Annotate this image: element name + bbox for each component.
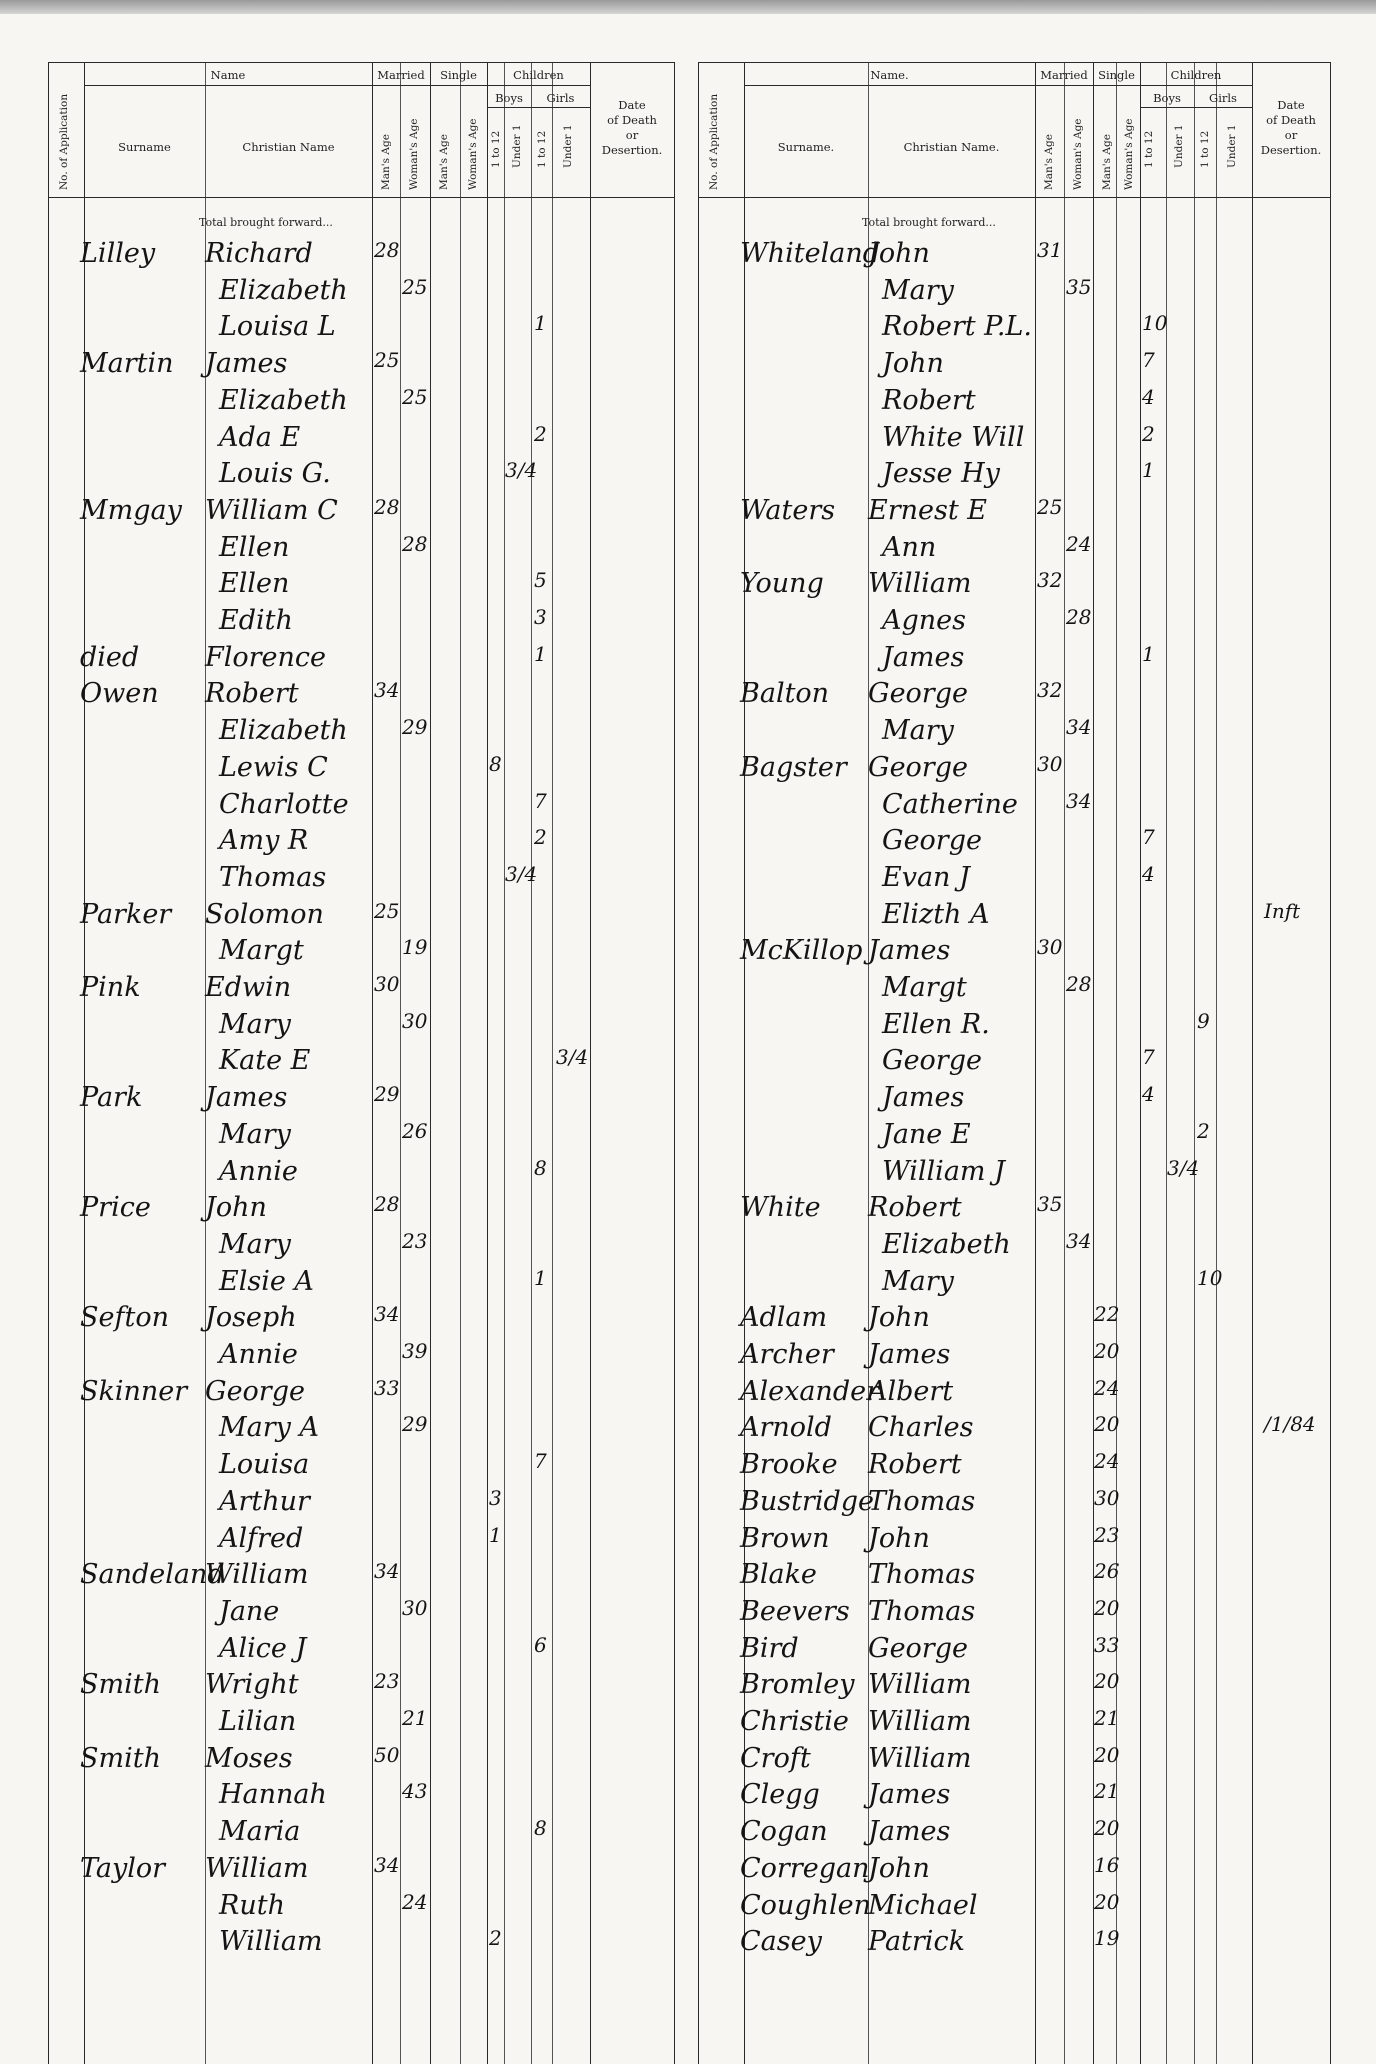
right-column-rule [698, 62, 699, 2064]
right-girls-heading: Girls [1209, 91, 1237, 105]
left-girls-1to12-cell: 7 [534, 788, 547, 813]
right-surname-cell: Croft [740, 1742, 811, 1774]
left-christian-name-cell: Wright [205, 1669, 299, 1701]
right-surname-cell: Adlam [740, 1302, 828, 1334]
right-christian-name-cell: George [868, 751, 968, 783]
right-christian-name-cell: William [868, 1669, 972, 1701]
left-name-heading: Name [210, 68, 246, 82]
right-surname-cell: Coughlen [740, 1889, 871, 1921]
left-married-mans-age-cell: 34 [374, 678, 400, 703]
left-surname-cell: Smith [80, 1742, 161, 1774]
right-surname-cell: Cogan [740, 1816, 828, 1848]
left-column-rule [504, 62, 505, 2064]
left-column-rule [48, 62, 49, 2064]
right-christian-name-cell: William J [882, 1155, 1005, 1187]
left-married-mans-age-cell: 23 [374, 1669, 400, 1694]
left-surname-heading: Surname [118, 140, 171, 154]
left-children-heading: Children [513, 68, 564, 82]
left-christian-name-cell: Moses [205, 1742, 293, 1774]
right-christian-name-cell: Elizth A [882, 898, 990, 930]
left-married-mans-age-cell: 50 [374, 1742, 400, 1767]
left-married-womans-age-cell: 25 [402, 384, 428, 409]
right-boys-1to12-cell: 1 [1142, 458, 1155, 483]
left-married-womans-age-cell: 23 [402, 1228, 428, 1253]
left-married-mans-age-cell: 25 [374, 898, 400, 923]
right-surname-cell: Clegg [740, 1779, 820, 1811]
left-christian-name-cell: Maria [219, 1816, 301, 1848]
right-surname-cell: Casey [740, 1926, 822, 1958]
left-christian-name-cell: John [205, 1192, 267, 1224]
left-girls-1to12-cell: 1 [534, 311, 547, 336]
right-column-rule [1140, 62, 1141, 2064]
left-married-mans-age-cell: 25 [374, 348, 400, 373]
right-header-top-rule [698, 62, 1330, 63]
right-single-mans-age-cell: 23 [1094, 1522, 1120, 1547]
right-christian-name-cell: John [882, 348, 944, 380]
left-girls-under1-cell: 3/4 [556, 1045, 589, 1070]
right-date-of-death-heading: Date of Death or Desertion. [1260, 98, 1322, 157]
right-christian-name-cell: Mary [882, 274, 954, 306]
left-christian-name-cell: Elizabeth [219, 384, 348, 416]
right-boys-under1-heading: Under 1 [1173, 124, 1185, 168]
left-married-heading: Married [377, 68, 425, 82]
left-married-womans-age-cell: 28 [402, 531, 428, 556]
right-christian-name-cell: William [868, 568, 972, 600]
left-christian-name-cell: Mary [219, 1118, 291, 1150]
left-girls-1to12-cell: 1 [534, 641, 547, 666]
left-column-rule [460, 62, 461, 2064]
right-boys-1to12-heading: 1 to 12 [1143, 130, 1155, 168]
left-column-rule [531, 62, 532, 2064]
left-mans-age-heading: Man's Age [380, 134, 392, 190]
right-christian-name-cell: James [882, 1082, 965, 1114]
left-header-bottom-rule [48, 197, 674, 198]
left-girls-1to12-cell: 7 [534, 1449, 547, 1474]
right-christian-name-cell: William [868, 1706, 972, 1737]
left-christian-name-cell: Elsie A [219, 1265, 314, 1297]
left-girls-1to12-cell: 5 [534, 568, 547, 593]
right-surname-cell: Christie [740, 1706, 849, 1737]
right-column-rule [1166, 62, 1167, 2064]
right-surname-cell: Bagster [740, 751, 847, 783]
right-mans-age-heading: Man's Age [1043, 134, 1055, 190]
left-girls-heading: Girls [546, 91, 575, 105]
right-single-mans-age-cell: 20 [1094, 1742, 1120, 1767]
right-boys-1to12-cell: 4 [1142, 384, 1155, 409]
right-married-womans-age-cell: 35 [1066, 274, 1092, 299]
left-surname-cell: Martin [80, 348, 174, 380]
right-column-rule [1194, 62, 1195, 2064]
right-girls-under1-heading: Under 1 [1226, 124, 1238, 168]
right-christian-name-cell: Ann [882, 531, 937, 563]
left-christian-name-cell: Lilian [219, 1706, 297, 1737]
left-christian-name-cell: Robert [205, 678, 299, 710]
right-date-of-death-cell: Inft [1264, 898, 1301, 923]
right-married-womans-age-cell: 34 [1066, 1228, 1092, 1253]
right-surname-cell: Bustridge [740, 1485, 875, 1517]
right-christian-name-cell: James [868, 1816, 951, 1848]
left-girls-1to12-cell: 3 [534, 605, 547, 629]
left-christian-name-cell: Richard [205, 238, 313, 269]
left-christian-name-cell: Alfred [219, 1522, 304, 1554]
left-married-mans-age-cell: 34 [374, 1559, 400, 1584]
left-christian-name-cell: Florence [205, 641, 326, 673]
left-christian-name-cell: Arthur [219, 1485, 310, 1517]
right-christian-name-cell: George [868, 678, 968, 710]
right-christian-name-cell: Mary [882, 1265, 954, 1297]
left-single-mans-age-heading: Man's Age [438, 134, 450, 190]
left-girls-under1-heading: Under 1 [562, 124, 574, 168]
right-surname-cell: Corregan [740, 1852, 870, 1884]
right-name-married-rule [744, 85, 1093, 86]
right-boys-1to12-cell: 1 [1142, 641, 1155, 666]
left-boys-1to12-cell: 2 [489, 1926, 502, 1951]
right-column-rule [1252, 62, 1253, 2064]
left-surname-cell: Price [80, 1192, 151, 1224]
right-christian-name-cell: Robert [868, 1449, 962, 1481]
left-column-rule [552, 62, 553, 2064]
left-girls-1to12-cell: 6 [534, 1632, 547, 1657]
right-christian-name-cell: John [868, 1302, 930, 1334]
right-christian-name-cell: Mary [882, 715, 954, 747]
right-surname-cell: White [740, 1192, 821, 1224]
left-surname-cell: died [80, 641, 140, 673]
left-married-mans-age-cell: 28 [374, 238, 400, 262]
left-boys-1to12-cell: 1 [489, 1522, 502, 1547]
right-single-mans-age-cell: 20 [1094, 1412, 1120, 1437]
left-boys-under1-cell: 3/4 [505, 458, 538, 483]
right-surname-cell: Young [740, 568, 824, 600]
right-christian-name-cell: George [882, 1045, 982, 1077]
left-married-womans-age-cell: 25 [402, 274, 428, 299]
right-christian-name-cell: Charles [868, 1412, 974, 1444]
scan-top-edge [0, 0, 1376, 14]
left-girls-1to12-cell: 2 [534, 421, 547, 446]
left-name-married-rule [84, 85, 430, 86]
right-christian-name-cell: Robert P.L. [882, 311, 1032, 343]
left-married-mans-age-cell: 34 [374, 1852, 400, 1877]
left-surname-cell: Smith [80, 1669, 161, 1701]
left-christian-name-cell: Alice J [219, 1632, 307, 1664]
right-christian-name-cell: James [868, 1779, 951, 1811]
right-married-womans-age-cell: 34 [1066, 715, 1092, 740]
right-single-mans-age-cell: 20 [1094, 1339, 1120, 1363]
left-christian-name-cell: Charlotte [219, 788, 349, 820]
right-surname-cell: Beevers [740, 1595, 850, 1627]
left-womans-age-heading: Woman's Age [408, 118, 420, 190]
right-married-womans-age-cell: 24 [1066, 531, 1092, 556]
left-girls-1to12-cell: 1 [534, 1265, 547, 1290]
right-christian-name-cell: George [868, 1632, 968, 1664]
right-surname-cell: Bromley [740, 1669, 855, 1701]
right-column-rule [1064, 62, 1065, 2064]
left-christian-name-cell: William [219, 1926, 323, 1958]
right-christian-name-cell: Agnes [882, 605, 967, 636]
left-boys-1to12-cell: 3 [489, 1485, 502, 1510]
left-christian-name-cell: Mary [219, 1228, 291, 1260]
right-single-mans-age-cell: 20 [1094, 1889, 1120, 1914]
right-surname-cell: Waters [740, 494, 836, 526]
left-christian-name-cell: Annie [219, 1155, 298, 1187]
left-christian-name-cell: Amy R [219, 825, 309, 857]
left-single-womans-age-heading: Woman's Age [467, 118, 479, 190]
left-column-rule [487, 62, 488, 2064]
left-christian-name-cell: Elizabeth [219, 715, 348, 747]
left-christian-name-cell: George [205, 1375, 305, 1407]
right-single-mans-age-cell: 21 [1094, 1706, 1120, 1730]
left-column-rule [372, 62, 373, 2064]
left-date-of-death-heading: Date of Death or Desertion. [601, 98, 663, 157]
left-no-of-application-heading: No. of Application [58, 93, 70, 190]
right-married-mans-age-cell: 30 [1037, 935, 1063, 960]
left-married-mans-age-cell: 33 [374, 1375, 400, 1400]
left-married-mans-age-cell: 28 [374, 1192, 400, 1217]
right-christian-name-cell: George [882, 825, 982, 857]
right-column-rule [1035, 62, 1036, 2064]
right-children-heading: Children [1170, 68, 1222, 82]
right-married-mans-age-cell: 32 [1037, 568, 1063, 593]
left-christian-name-cell: James [205, 1082, 288, 1114]
right-married-mans-age-cell: 31 [1037, 238, 1063, 262]
left-surname-cell: Taylor [80, 1852, 166, 1884]
right-surname-cell: Bird [740, 1632, 799, 1664]
left-christian-name-cell: Hannah [219, 1779, 327, 1811]
left-christian-name-cell: Annie [219, 1339, 298, 1370]
left-married-womans-age-cell: 21 [402, 1706, 428, 1730]
left-christian-name-cell: Ellen [219, 531, 290, 563]
right-christian-name-cell: James [868, 935, 951, 967]
right-christian-name-cell: Elizabeth [882, 1228, 1011, 1260]
left-christian-name-cell: Edwin [205, 972, 292, 1003]
right-single-mans-age-cell: 24 [1094, 1375, 1120, 1400]
left-married-womans-age-cell: 29 [402, 1412, 428, 1437]
right-married-mans-age-cell: 25 [1037, 494, 1063, 519]
right-christian-name-cell: Robert [868, 1192, 962, 1224]
left-single-children-rule [430, 85, 590, 86]
right-single-children-rule [1093, 85, 1252, 86]
right-christian-name-cell: White Will [882, 421, 1025, 453]
left-column-rule [430, 62, 431, 2064]
left-christian-name-cell: Elizabeth [219, 274, 348, 306]
left-surname-cell: Sefton [80, 1302, 169, 1334]
left-married-womans-age-cell: 24 [402, 1889, 428, 1914]
right-surname-cell: Archer [740, 1339, 834, 1370]
left-christian-name-cell: Louisa [219, 1449, 310, 1481]
left-married-womans-age-cell: 30 [402, 1008, 428, 1033]
right-married-womans-age-cell: 28 [1066, 972, 1092, 996]
left-column-rule [674, 62, 675, 2064]
left-christian-name-cell: Joseph [205, 1302, 297, 1334]
right-single-mans-age-cell: 16 [1094, 1852, 1120, 1877]
right-boys-under1-cell: 3/4 [1167, 1155, 1200, 1180]
left-married-womans-age-cell: 29 [402, 715, 428, 740]
left-christian-name-heading: Christian Name [242, 140, 335, 154]
right-surname-cell: Brooke [740, 1449, 838, 1481]
right-surname-heading: Surname. [777, 140, 835, 154]
right-christian-name-cell: Albert [868, 1375, 954, 1407]
right-christian-name-cell: Jane E [882, 1118, 971, 1150]
right-boys-1to12-cell: 10 [1142, 311, 1168, 336]
left-christian-name-cell: Ada E [219, 421, 301, 453]
left-married-mans-age-cell: 34 [374, 1302, 400, 1327]
right-single-womans-age-heading: Woman's Age [1123, 118, 1135, 190]
right-surname-cell: Balton [740, 678, 830, 710]
right-christian-name-cell: Thomas [868, 1559, 976, 1591]
right-single-mans-age-cell: 19 [1094, 1926, 1120, 1951]
right-surname-cell: Alexander [740, 1375, 879, 1407]
left-married-womans-age-cell: 19 [402, 935, 428, 960]
right-christian-name-cell: Thomas [868, 1485, 976, 1517]
left-girls-1to12-cell: 8 [534, 1155, 547, 1180]
right-girls-1to12-cell: 9 [1197, 1008, 1210, 1033]
left-column-rule [400, 62, 401, 2064]
left-christian-name-cell: William [205, 1559, 309, 1591]
left-surname-cell: Lilley [80, 238, 156, 269]
left-christian-name-cell: William [205, 1852, 309, 1884]
left-girls-1to12-cell: 8 [534, 1816, 547, 1841]
right-christian-name-cell: Michael [868, 1889, 978, 1921]
left-boys-1to12-cell: 8 [489, 751, 502, 776]
left-christian-name-cell: Kate E [219, 1045, 311, 1077]
left-boys-heading: Boys [495, 91, 523, 105]
right-christian-name-cell: John [868, 1852, 930, 1884]
left-christian-name-cell: Thomas [219, 861, 327, 893]
right-header-bottom-rule [698, 197, 1330, 198]
right-single-heading: Single [1098, 68, 1135, 82]
right-christian-name-cell: Jesse Hy [882, 458, 1000, 490]
right-boys-1to12-cell: 7 [1142, 348, 1155, 373]
left-christian-name-cell: Jane [219, 1595, 280, 1627]
left-christian-name-cell: Ruth [219, 1889, 285, 1921]
right-married-womans-age-cell: 34 [1066, 788, 1092, 813]
left-christian-name-cell: Solomon [205, 898, 324, 930]
right-surname-cell: Whiteland [740, 238, 881, 269]
left-christian-name-cell: Louisa L [219, 311, 336, 343]
left-married-mans-age-cell: 29 [374, 1082, 400, 1107]
right-christian-name-cell: John [868, 1522, 930, 1554]
left-surname-cell: Parker [80, 898, 172, 930]
right-single-mans-age-heading: Man's Age [1101, 134, 1113, 190]
right-column-rule [1330, 62, 1331, 2064]
right-total-brought-forward: Total brought forward... [862, 216, 996, 229]
right-boys-girls-rule [1140, 107, 1252, 108]
left-christian-name-cell: James [205, 348, 288, 380]
right-christian-name-cell: Thomas [868, 1595, 976, 1627]
left-married-womans-age-cell: 30 [402, 1595, 428, 1620]
left-christian-name-cell: Mary A [219, 1412, 319, 1444]
left-girls-1to12-cell: 2 [534, 825, 547, 850]
left-surname-cell: Owen [80, 678, 159, 710]
left-boys-girls-rule [487, 107, 590, 108]
left-boys-under1-cell: 3/4 [505, 861, 538, 886]
right-single-mans-age-cell: 20 [1094, 1816, 1120, 1841]
right-no-of-application-heading: No. of Application [708, 93, 720, 190]
right-date-of-death-cell: /1/84 [1264, 1412, 1316, 1437]
right-womans-age-heading: Woman's Age [1072, 118, 1084, 190]
right-column-rule [1216, 62, 1217, 2064]
right-surname-cell: Arnold [740, 1412, 832, 1444]
left-christian-name-cell: Edith [219, 605, 293, 636]
left-married-womans-age-cell: 39 [402, 1339, 428, 1363]
right-single-mans-age-cell: 26 [1094, 1559, 1120, 1584]
left-boys-under1-heading: Under 1 [511, 124, 523, 168]
right-boys-1to12-cell: 2 [1142, 421, 1155, 446]
right-married-mans-age-cell: 32 [1037, 678, 1063, 703]
right-surname-cell: Brown [740, 1522, 830, 1554]
left-married-mans-age-cell: 30 [374, 972, 400, 996]
left-christian-name-cell: Louis G. [219, 458, 331, 490]
right-christian-name-cell: John [868, 238, 930, 269]
left-married-mans-age-cell: 28 [374, 494, 400, 519]
right-christian-name-cell: Ernest E [868, 494, 987, 526]
right-girls-1to12-cell: 2 [1197, 1118, 1210, 1143]
left-married-womans-age-cell: 43 [402, 1779, 428, 1804]
left-header-top-rule [48, 62, 674, 63]
right-christian-name-cell: James [868, 1339, 951, 1370]
right-boys-1to12-cell: 7 [1142, 825, 1155, 850]
right-single-mans-age-cell: 21 [1094, 1779, 1120, 1804]
left-surname-cell: Sandeland [80, 1559, 225, 1591]
left-christian-name-cell: Mary [219, 1008, 291, 1040]
right-christian-name-cell: James [882, 641, 965, 673]
right-married-heading: Married [1040, 68, 1088, 82]
right-surname-cell: McKillop [740, 935, 863, 967]
right-christian-name-cell: Catherine [882, 788, 1018, 820]
left-married-womans-age-cell: 26 [402, 1118, 428, 1143]
right-surname-cell: Blake [740, 1559, 817, 1591]
right-christian-name-cell: Margt [882, 972, 967, 1003]
right-boys-1to12-cell: 4 [1142, 861, 1155, 886]
right-boys-heading: Boys [1153, 91, 1181, 105]
right-girls-1to12-heading: 1 to 12 [1199, 130, 1211, 168]
left-column-rule [590, 62, 591, 2064]
left-surname-cell: Park [80, 1082, 143, 1114]
left-christian-name-cell: Margt [219, 935, 304, 967]
right-single-mans-age-cell: 33 [1094, 1632, 1120, 1657]
right-christian-name-cell: Patrick [868, 1926, 965, 1958]
right-christian-name-heading: Christian Name. [903, 140, 1000, 154]
right-boys-1to12-cell: 7 [1142, 1045, 1155, 1070]
right-girls-1to12-cell: 10 [1197, 1265, 1223, 1290]
right-married-womans-age-cell: 28 [1066, 605, 1092, 629]
left-surname-cell: Mmgay [80, 494, 182, 526]
right-single-mans-age-cell: 24 [1094, 1449, 1120, 1474]
right-married-mans-age-cell: 30 [1037, 751, 1063, 776]
right-single-mans-age-cell: 20 [1094, 1595, 1120, 1620]
left-surname-cell: Pink [80, 972, 141, 1003]
right-married-mans-age-cell: 35 [1037, 1192, 1063, 1217]
left-christian-name-cell: Lewis C [219, 751, 328, 783]
right-christian-name-cell: Robert [882, 384, 976, 416]
right-christian-name-cell: William [868, 1742, 972, 1774]
right-single-mans-age-cell: 30 [1094, 1485, 1120, 1510]
left-christian-name-cell: William C [205, 494, 338, 526]
right-single-mans-age-cell: 22 [1094, 1302, 1120, 1327]
left-surname-cell: Skinner [80, 1375, 188, 1407]
left-christian-name-cell: Ellen [219, 568, 290, 600]
right-boys-1to12-cell: 4 [1142, 1082, 1155, 1107]
right-christian-name-cell: Ellen R. [882, 1008, 990, 1040]
left-boys-1to12-heading: 1 to 12 [490, 130, 502, 168]
left-girls-1to12-heading: 1 to 12 [536, 130, 548, 168]
right-single-mans-age-cell: 20 [1094, 1669, 1120, 1694]
left-total-brought-forward: Total brought forward... [199, 216, 333, 229]
left-single-heading: Single [440, 68, 477, 82]
right-christian-name-cell: Evan J [882, 861, 970, 893]
right-name-heading: Name. [870, 68, 909, 82]
